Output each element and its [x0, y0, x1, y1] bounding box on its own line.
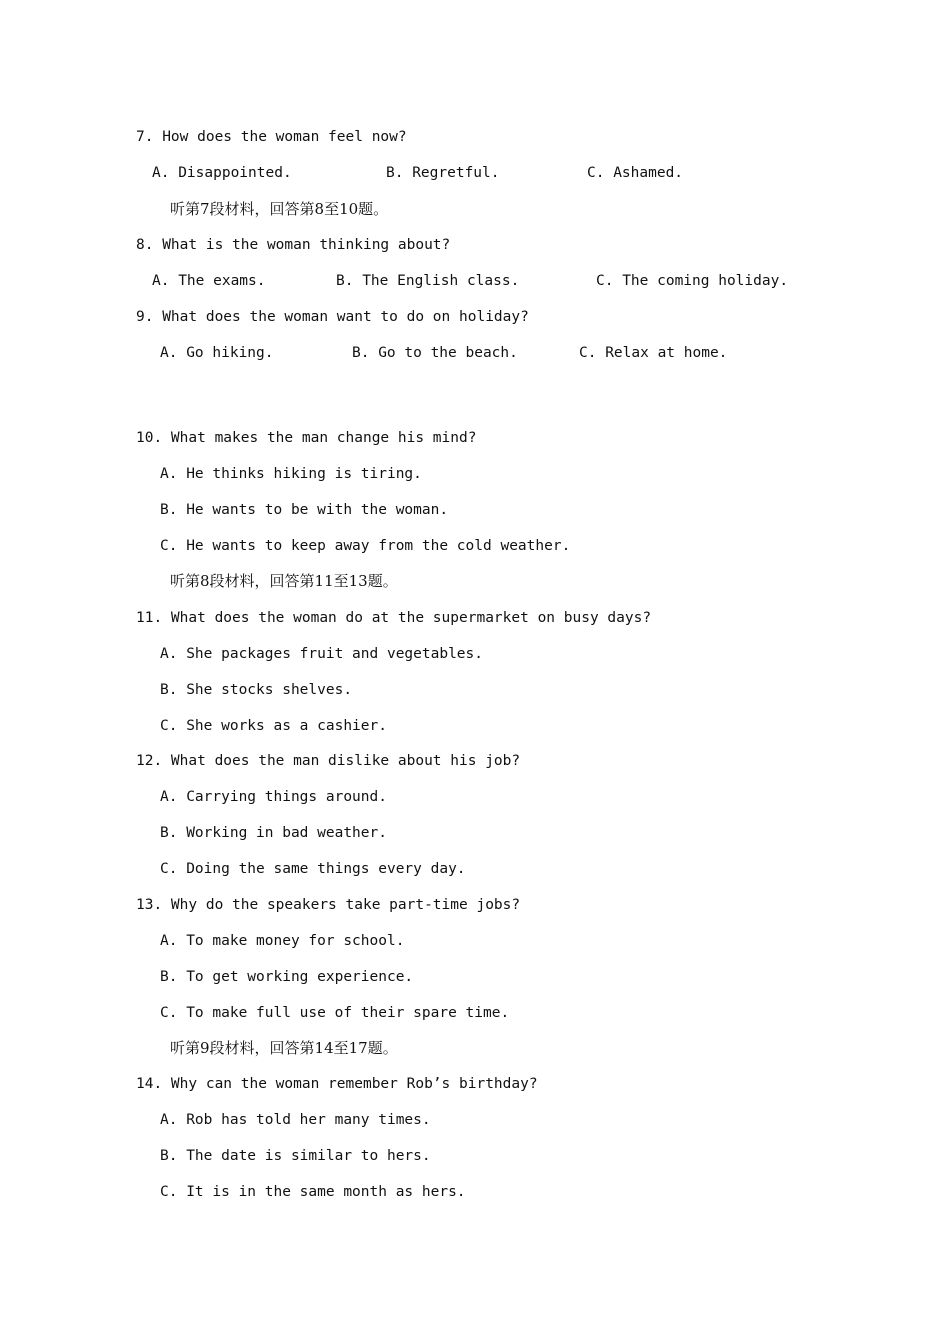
- q9-option-a: A. Go hiking.: [160, 345, 274, 361]
- q8-option-b: B. The English class.: [336, 273, 520, 289]
- question-7: 7. How does the woman feel now?: [136, 129, 407, 145]
- q7-option-a: A. Disappointed.: [152, 165, 292, 181]
- question-12: 12. What does the man dislike about his job?: [136, 753, 521, 769]
- q14-option-c: C. It is in the same month as hers.: [160, 1184, 466, 1200]
- section-instruction-8: 听第8段材料，回答第11至13题。: [170, 572, 398, 590]
- q7-option-b: B. Regretful.: [386, 165, 500, 181]
- q10-option-a: A. He thinks hiking is tiring.: [160, 466, 422, 482]
- section-instruction-7: 听第7段材料，回答第8至10题。: [170, 200, 389, 218]
- q10-option-c: C. He wants to keep away from the cold weather.: [160, 538, 571, 554]
- q12-option-a: A. Carrying things around.: [160, 789, 387, 805]
- q14-option-b: B. The date is similar to hers.: [160, 1148, 431, 1164]
- q9-option-c: C. Relax at home.: [579, 345, 728, 361]
- question-13: 13. Why do the speakers take part-time jobs?: [136, 897, 521, 913]
- q8-option-c: C. The coming holiday.: [596, 273, 789, 289]
- q10-option-b: B. He wants to be with the woman.: [160, 502, 449, 518]
- question-9: 9. What does the woman want to do on holiday?: [136, 309, 529, 325]
- q13-option-a: A. To make money for school.: [160, 933, 405, 949]
- q8-option-a: A. The exams.: [152, 273, 266, 289]
- q7-option-c: C. Ashamed.: [587, 165, 684, 181]
- question-11: 11. What does the woman do at the supermarket on busy days?: [136, 610, 652, 626]
- q11-option-b: B. She stocks shelves.: [160, 682, 353, 698]
- q11-option-a: A. She packages fruit and vegetables.: [160, 646, 484, 662]
- q12-option-b: B. Working in bad weather.: [160, 825, 387, 841]
- question-8: 8. What is the woman thinking about?: [136, 237, 451, 253]
- q14-option-a: A. Rob has told her many times.: [160, 1112, 431, 1128]
- q12-option-c: C. Doing the same things every day.: [160, 861, 466, 877]
- section-instruction-9: 听第9段材料，回答第14至17题。: [170, 1039, 398, 1057]
- q11-option-c: C. She works as a cashier.: [160, 718, 387, 734]
- question-14: 14. Why can the woman remember Rob’s birthday?: [136, 1076, 538, 1092]
- q13-option-c: C. To make full use of their spare time.: [160, 1005, 510, 1021]
- question-10: 10. What makes the man change his mind?: [136, 430, 477, 446]
- q9-option-b: B. Go to the beach.: [352, 345, 518, 361]
- q13-option-b: B. To get working experience.: [160, 969, 414, 985]
